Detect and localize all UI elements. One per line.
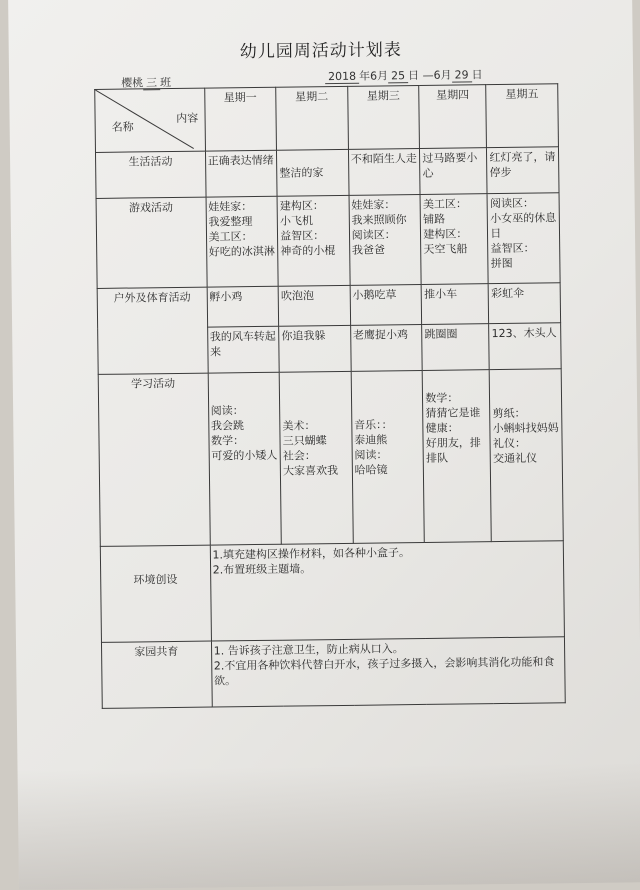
outdoor-top-mon: 孵小鸡: [207, 286, 279, 327]
games-label: 游戏活动: [96, 197, 207, 288]
paper-sheet: [8, 0, 640, 890]
games-cell-fri: 阅读区： 小女巫的休息日 益智区： 拼图: [487, 193, 560, 284]
start-month: 6: [369, 69, 378, 83]
day-header-tue: 星期二: [276, 86, 348, 150]
day-header-mon: 星期一: [204, 87, 276, 151]
outdoor-bottom-mon: 我的风车转起来: [207, 326, 279, 373]
page-shadow: [18, 762, 640, 890]
study-cell-mon: 阅读： 我会跳 数学： 可爱的小矮人: [208, 372, 282, 545]
page-title: 幼儿园周活动计划表: [239, 40, 402, 63]
header-row: [95, 84, 559, 153]
day-label: 日: [407, 68, 420, 83]
games-row: [96, 193, 560, 289]
life-label: 生活活动: [95, 151, 205, 198]
games-cell-wed: 娃娃家： 我来照顾你 阅读区： 我爸爸: [349, 194, 422, 285]
study-cell-wed: 音乐：： 泰迪熊 阅读： 哈哈镜: [351, 370, 425, 543]
end-month: 6: [433, 68, 441, 82]
date-separator: —: [422, 68, 434, 82]
day-label-2: 日: [471, 68, 483, 82]
outdoor-bottom-wed: 老鹰捉小鸡: [350, 324, 422, 371]
corner-name-label: 名称: [111, 120, 134, 134]
life-row: [95, 147, 559, 199]
life-cell-fri: 红灯亮了，请停步: [487, 147, 559, 194]
study-label: 学习活动: [98, 373, 210, 546]
environment-text: 1.填充建构区操作材料，如各种小盒子。 2.布置班级主题墙。: [210, 541, 565, 641]
day-header-wed: 星期三: [347, 85, 419, 149]
class-grade: 三: [143, 76, 160, 90]
environment-row: [100, 541, 564, 643]
start-day: 25: [388, 69, 408, 83]
outdoor-label: 户外及体育活动: [97, 287, 208, 374]
environment-label: 环境创设: [100, 545, 211, 642]
life-cell-mon: 正确表达情绪: [205, 150, 277, 197]
day-header-thu: 星期四: [419, 85, 487, 149]
class-name: 樱桃: [121, 76, 144, 90]
year-label: 年: [359, 69, 371, 83]
outdoor-bottom-fri: 123、木头人: [489, 323, 561, 370]
outdoor-top-wed: 小鹅吃草: [350, 284, 422, 325]
outdoor-top-fri: 彩虹伞: [488, 283, 560, 324]
outdoor-bottom-tue: 你追我躲: [279, 325, 351, 372]
date-range: [325, 66, 483, 84]
outdoor-bottom-thu: 跳圈圈: [422, 324, 490, 371]
family-text: 1. 告诉孩子注意卫生，防止病从口入。 2.不宜用各种饮料代替白开水，孩子过多摄入，会影响其消化功能和食欲。: [211, 637, 565, 707]
family-label: 家园共育: [101, 641, 211, 708]
study-row: [98, 369, 563, 547]
games-cell-thu: 美工区： 铺路 建构区： 天空飞船: [420, 194, 488, 285]
day-header-fri: 星期五: [486, 84, 558, 148]
life-cell-tue: 整洁的家: [277, 149, 349, 196]
outdoor-row-top: [97, 283, 560, 329]
corner-content-label: 内容: [176, 111, 199, 125]
end-day: 29: [451, 68, 471, 82]
month-label-2: 月: [440, 68, 452, 82]
corner-cell: [95, 88, 205, 152]
month-label: 月: [376, 69, 389, 83]
games-cell-tue: 建构区： 小飞机 益智区： 神奇的小棍: [277, 195, 350, 286]
life-cell-thu: 过马路要小心: [420, 148, 488, 195]
study-cell-thu: 数学： 猜猜它是谁 健康： 好朋友，排排队: [422, 370, 491, 543]
games-cell-mon: 娃娃家： 我爱整理 美工区： 好吃的冰淇淋: [206, 196, 279, 287]
life-cell-wed: 不和陌生人走: [348, 148, 420, 195]
outdoor-top-tue: 吹泡泡: [278, 285, 350, 326]
plan-table: [94, 83, 566, 709]
study-cell-fri: 剪纸： 小蝌蚪找妈妈 礼仪： 交通礼仪: [490, 369, 564, 542]
outdoor-top-thu: 推小车: [421, 284, 489, 325]
year: 2018: [325, 70, 359, 84]
study-cell-tue: 美术： 三只蝴蝶 社会： 大家喜欢我: [279, 371, 353, 544]
class-suffix: 班: [160, 76, 172, 90]
family-row: [101, 637, 565, 709]
